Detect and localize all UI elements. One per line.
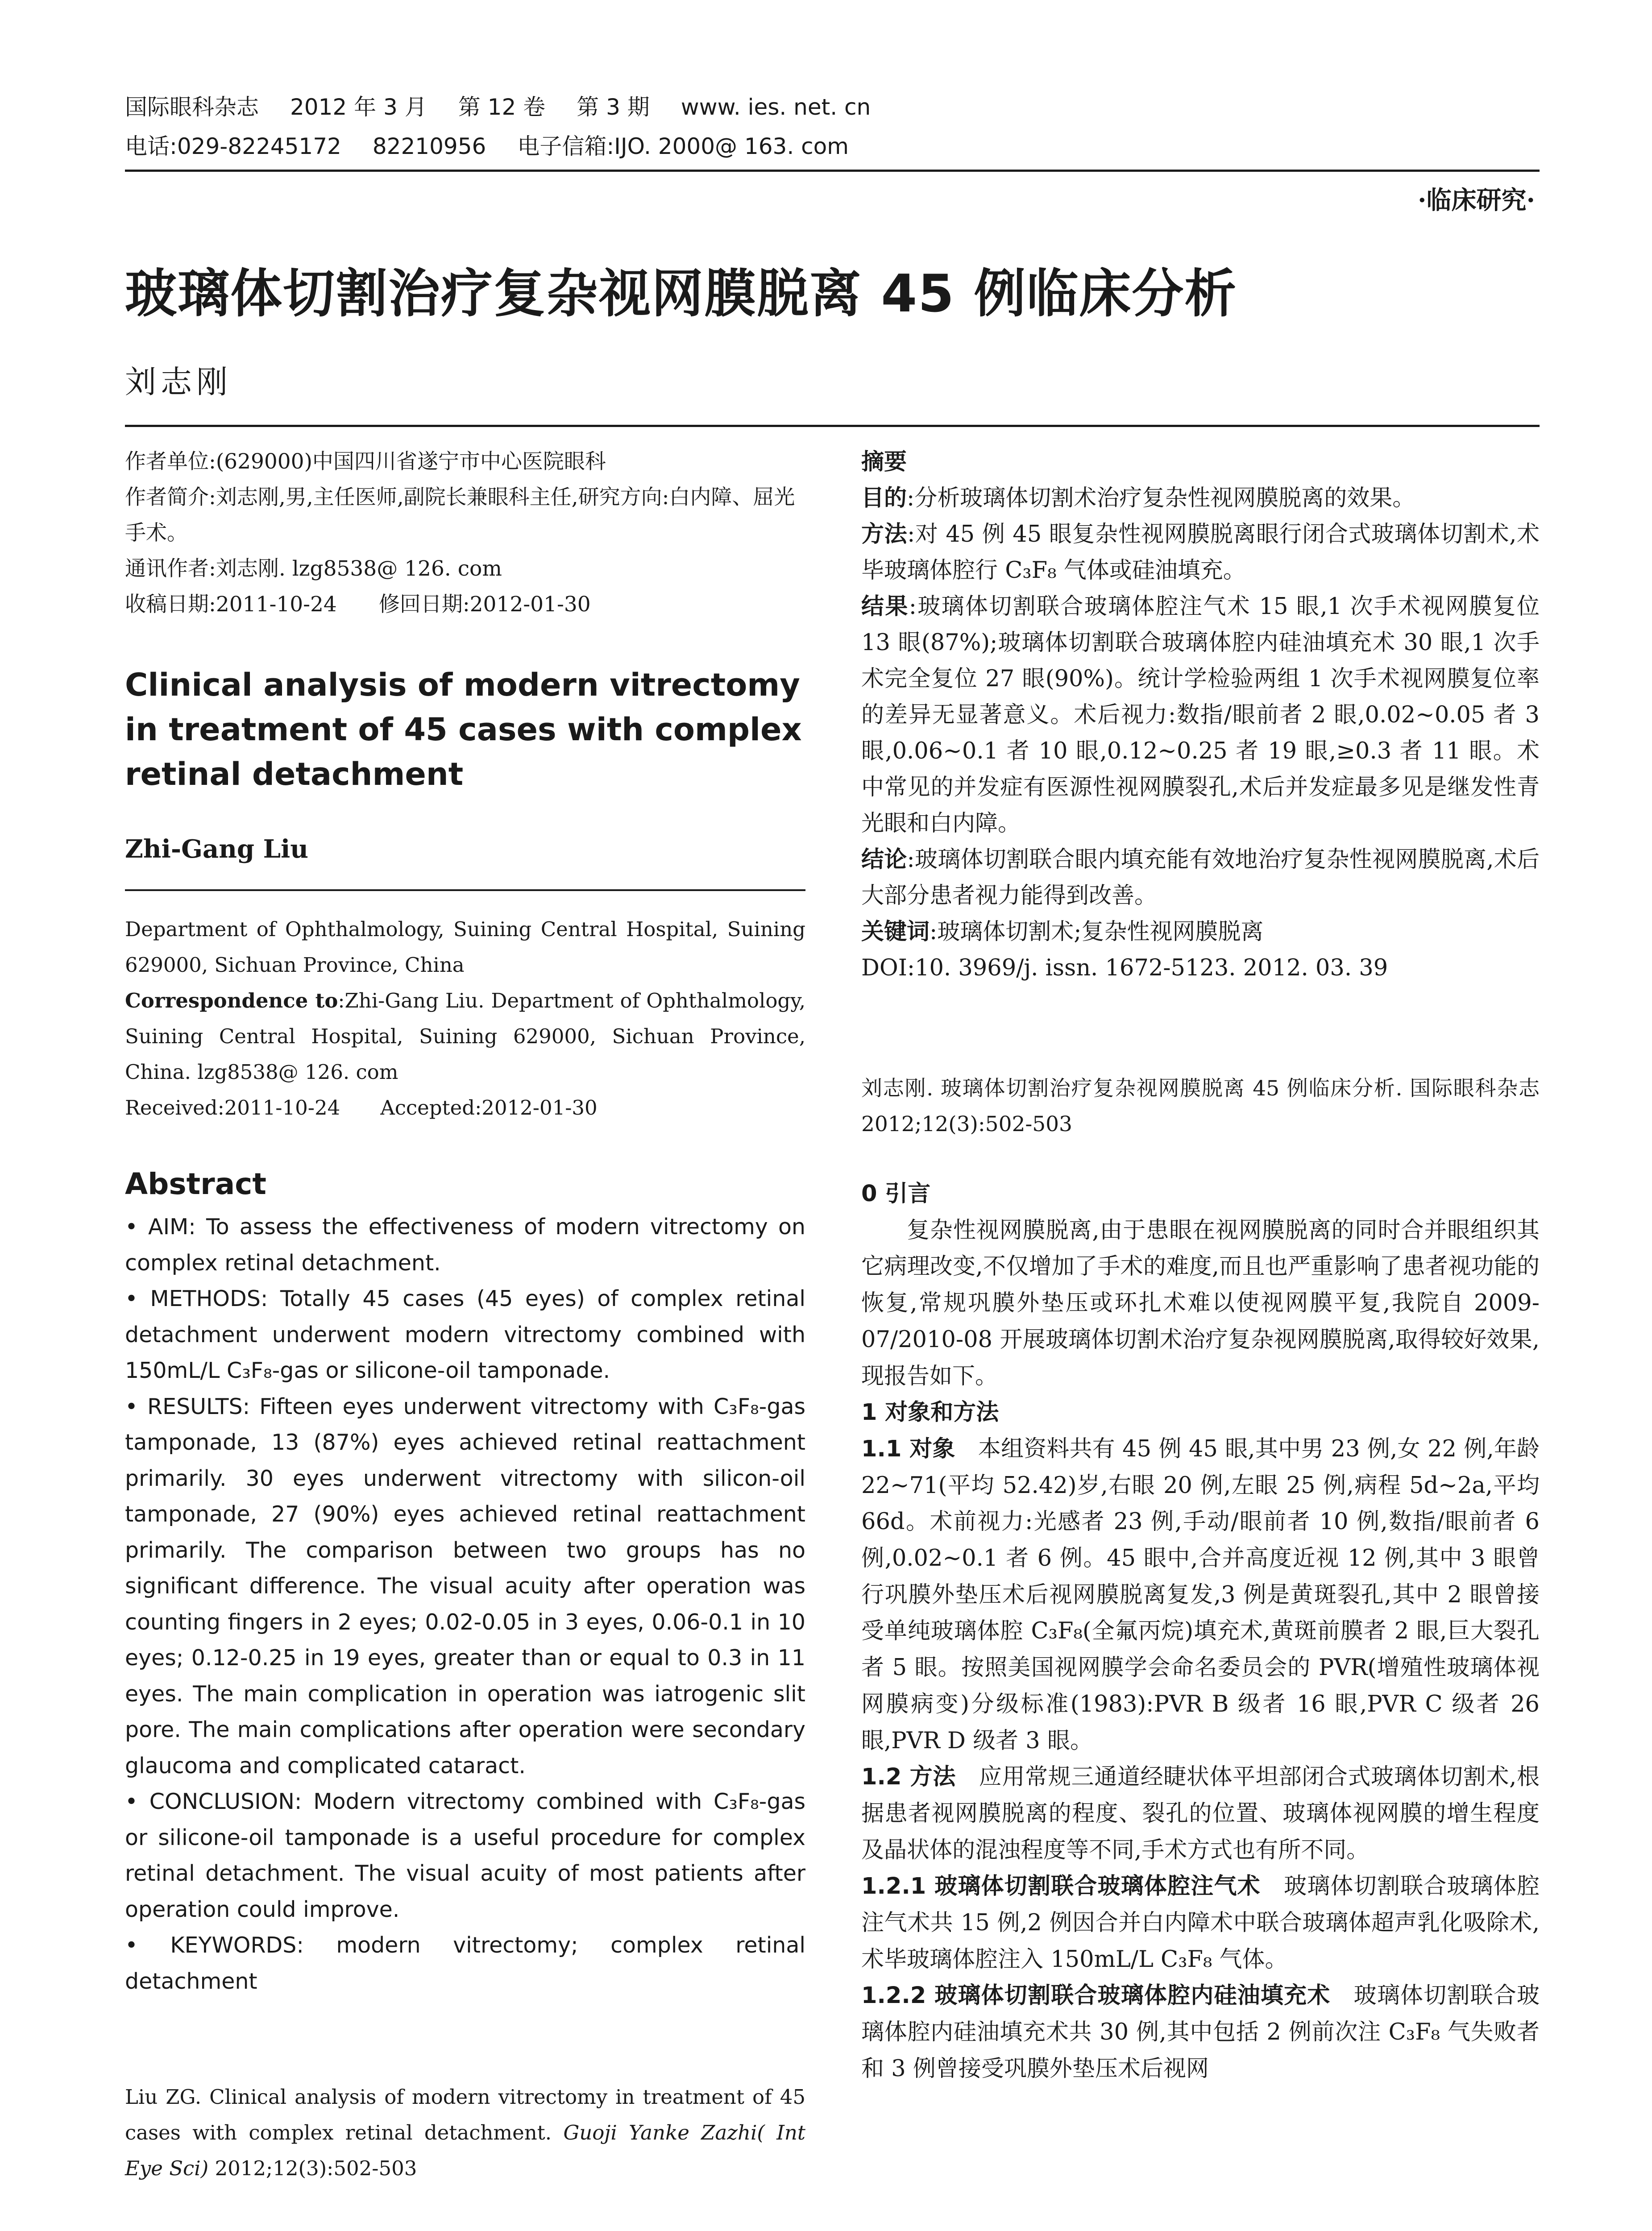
english-dates: Received:2011-10-24 Accepted:2012-01-30	[125, 1096, 598, 1120]
abstract-methods: • METHODS: Totally 45 cases (45 eyes) of complex retinal detachment underwent modern vitrectomy combined with 150mL/L C₃F₈-gas or silicone-oil tamponade.	[125, 1286, 805, 1383]
silicone-oil-paragraph	[861, 1978, 1540, 2087]
english-correspondence	[125, 983, 805, 1090]
citation-text: Liu ZG. Clinical analysis of modern vitrectomy in treatment of 45 cases with complex retinal detachment.	[125, 2085, 805, 2144]
abstract-objective-cn	[861, 480, 1540, 516]
text-objective: :分析玻璃体切割术治疗复杂性视网膜脱离的效果。	[907, 485, 1415, 511]
english-abstract	[125, 1209, 805, 1999]
gas-tamponade-heading: 1.2.1 玻璃体切割联合玻璃体腔注气术	[861, 1873, 1261, 1900]
subjects-text: 本组资料共有 45 例 45 眼,其中男 23 例,女 22 例,年龄 22~71(平均 52.42)岁,右眼 20 例,左眼 25 例,病程 5d~2a,平均 66d。术前视力:光感者 23 例,手动/眼前者 10 例,数指/眼前者 6 例,0.02~0.1 者 6 例。45 眼中,合并高度近视 12 例,其中 3 眼曾行巩膜外垫压术后视网膜脱离复发,3 例是黄斑裂孔,其中 2 眼曾接受单纯玻璃体腔 C₃F₈(全氟丙烷)填充术,黄斑前膜者 2 眼,巨大裂孔者 5 眼。按照美国视网膜学会命名委员会的 PVR(增殖性玻璃体视网膜病变)分级标准(1983):PVR B 级者 16 眼,PVR C 级者 26 眼,PVR D 级者 3 眼。	[861, 1435, 1540, 1754]
english-author: Zhi-Gang Liu	[125, 834, 308, 864]
abstract-methods-cn	[861, 516, 1540, 589]
label-methods: 方法	[861, 521, 908, 547]
phone-2: 82210956	[372, 133, 486, 159]
email: 电子信箱:IJO. 2000@ 163. com	[517, 133, 849, 159]
label-results: 结果	[861, 593, 909, 620]
author-bio: 作者简介:刘志刚,男,主任医师,副院长兼眼科主任,研究方向:白内障、屈光手术。	[125, 485, 795, 545]
label-objective: 目的	[861, 485, 907, 511]
abstract-conclusion: • CONCLUSION: Modern vitrectomy combined with C₃F₈-gas or silicone-oil tamponade is a useful procedure for complex retinal detachment. The visual acuity of most patients after operation could improve.	[125, 1789, 805, 1922]
received-dates: 收稿日期:2011-10-24 修回日期:2012-01-30	[125, 592, 591, 617]
header-rule	[125, 170, 1540, 172]
author-info	[125, 444, 808, 622]
chinese-abstract-heading: 摘要	[861, 449, 907, 475]
abstract-heading: Abstract	[125, 1167, 266, 1201]
article-title: 玻璃体切割治疗复杂视网膜脱离 45 例临床分析	[125, 264, 1237, 324]
journal-name: 国际眼科杂志	[125, 94, 259, 120]
intro-heading: 0 引言	[861, 1181, 931, 1207]
english-author-info	[125, 912, 805, 1126]
label-keywords: 关键词	[861, 919, 930, 945]
method-paragraph	[861, 1759, 1540, 1868]
method-heading: 1.2 方法	[861, 1764, 956, 1791]
corresponding-author: 通讯作者:刘志刚. lzg8538@ 126. com	[125, 556, 502, 581]
chinese-abstract	[861, 444, 1540, 986]
subjects-heading: 1.1 对象	[861, 1435, 955, 1462]
chinese-citation: 刘志刚. 玻璃体切割治疗复杂视网膜脱离 45 例临床分析. 国际眼科杂志 2012;12(3):502-503	[861, 1076, 1540, 1136]
methods-heading: 1 对象和方法	[861, 1399, 999, 1426]
gas-tamponade-paragraph	[861, 1868, 1540, 1978]
running-header-contact	[125, 129, 880, 161]
article-body	[861, 1176, 1540, 2087]
correspondence-label: Correspondence to	[125, 989, 338, 1012]
english-citation	[125, 2079, 805, 2186]
abstract-results: • RESULTS: Fifteen eyes underwent vitrectomy with C₃F₈-gas tamponade, 13 (87%) eyes achieved retinal reattachment primarily. 30 eyes underwent vitrectomy with silicon-oil tamponade, 27 (90%) eyes achieved retinal reattachment primarily. The comparison between two groups has no significant difference. The visual acuity after operation was counting fingers in 2 eyes; 0.02-0.05 in 3 eyes, 0.06-0.1 in 10 eyes; 0.12-0.25 in 19 eyes, greater than or equal to 0.3 in 11 eyes. The main complication in operation was iatrogenic slit pore. The main complications after operation were secondary glaucoma and complicated cataract.	[125, 1393, 805, 1779]
issue-number: 第 3 期	[577, 94, 650, 120]
journal-website: www. ies. net. cn	[681, 94, 871, 120]
abstract-conclusion-cn	[861, 842, 1540, 914]
gas-tamponade-text: 玻璃体切割联合玻璃体腔注气术共 15 例,2 例因合并白内障术中联合玻璃体超声乳化吸除术,术毕玻璃体腔注入 150mL/L C₃F₈ 气体。	[861, 1873, 1540, 1973]
label-conclusion: 结论	[861, 846, 907, 873]
article-author: 刘志刚	[125, 364, 232, 400]
silicone-oil-heading: 1.2.2 玻璃体切割联合玻璃体腔内硅油填充术	[861, 1982, 1331, 2009]
method-text: 应用常规三通道经睫状体平坦部闭合式玻璃体切割术,根据患者视网膜脱离的程度、裂孔的位置、玻璃体视网膜的增生程度及晶状体的混浊程度等不同,手术方式也有所不同。	[861, 1764, 1540, 1863]
citation-journal: Guoji Yanke Zazhi( Int Eye Sci)	[125, 2121, 805, 2180]
english-department: Department of Ophthalmology, Suining Central Hospital, Suining 629000, Sichuan Province, China	[125, 917, 805, 977]
correspondence-text: :Zhi-Gang Liu. Department of Ophthalmology, Suining Central Hospital, Suining 629000, Sichuan Province, China. lzg8538@ 126. com	[125, 989, 805, 1084]
running-header-journal	[125, 89, 902, 121]
text-conclusion: :玻璃体切割联合眼内填充能有效地治疗复杂性视网膜脱离,术后大部分患者视力能得到改善。	[861, 846, 1540, 909]
doi: DOI:10. 3969/j. issn. 1672-5123. 2012. 03. 39	[861, 955, 1388, 981]
text-keywords: :玻璃体切割术;复杂性视网膜脱离	[930, 919, 1264, 945]
subjects-paragraph	[861, 1431, 1540, 1759]
english-info-rule	[125, 889, 805, 891]
text-results: :玻璃体切割联合玻璃体腔注气术 15 眼,1 次手术视网膜复位 13 眼(87%);玻璃体切割联合玻璃体腔内硅油填充术 30 眼,1 次手术完全复位 27 眼(90%)。统计学检验两组 1 次手术视网膜复位率的差异无显著意义。术后视力:数指/眼前者 2 眼,0.02~0.05 者 3 眼,0.06~0.1 者 10 眼,0.12~0.25 者 19 眼,≥0.3 者 11 眼。术中常见的并发症有医源性视网膜裂孔,术后并发症最多见是继发性青光眼和白内障。	[861, 593, 1540, 837]
english-title: Clinical analysis of modern vitrectomy in treatment of 45 cases with complex retinal detachment	[125, 667, 802, 792]
section-tag: ·临床研究·	[1418, 186, 1535, 215]
author-affiliation: 作者单位:(629000)中国四川省遂宁市中心医院眼科	[125, 449, 606, 474]
text-methods: :对 45 例 45 眼复杂性视网膜脱离眼行闭合式玻璃体切割术,术毕玻璃体腔行 C₃F₈ 气体或硅油填充。	[861, 521, 1540, 584]
issue-date: 2012 年 3 月	[290, 94, 427, 120]
abstract-results-cn	[861, 589, 1540, 842]
abstract-aim: • AIM: To assess the effectiveness of modern vitrectomy on complex retinal detachment.	[125, 1214, 805, 1276]
volume: 第 12 卷	[458, 94, 546, 120]
citation-issue: 2012;12(3):502-503	[215, 2156, 417, 2180]
abstract-keywords-cn	[861, 914, 1540, 950]
title-rule	[125, 425, 1540, 427]
abstract-keywords: • KEYWORDS: modern vitrectomy; complex retinal detachment	[125, 1932, 805, 1994]
intro-paragraph: 复杂性视网膜脱离,由于患眼在视网膜脱离的同时合并眼组织其它病理改变,不仅增加了手术的难度,而且也严重影响了患者视功能的恢复,常规巩膜外垫压或环扎术难以使视网膜平复,我院自 2009-07/2010-08 开展玻璃体切割术治疗复杂视网膜脱离,取得较好效果,现报告如下。	[861, 1217, 1540, 1389]
silicone-oil-text: 玻璃体切割联合玻璃体腔内硅油填充术共 30 例,其中包括 2 例前次注 C₃F₈ 气失败者和 3 例曾接受巩膜外垫压术后视网	[861, 1982, 1540, 2082]
phone: 电话:029-82245172	[125, 133, 341, 159]
